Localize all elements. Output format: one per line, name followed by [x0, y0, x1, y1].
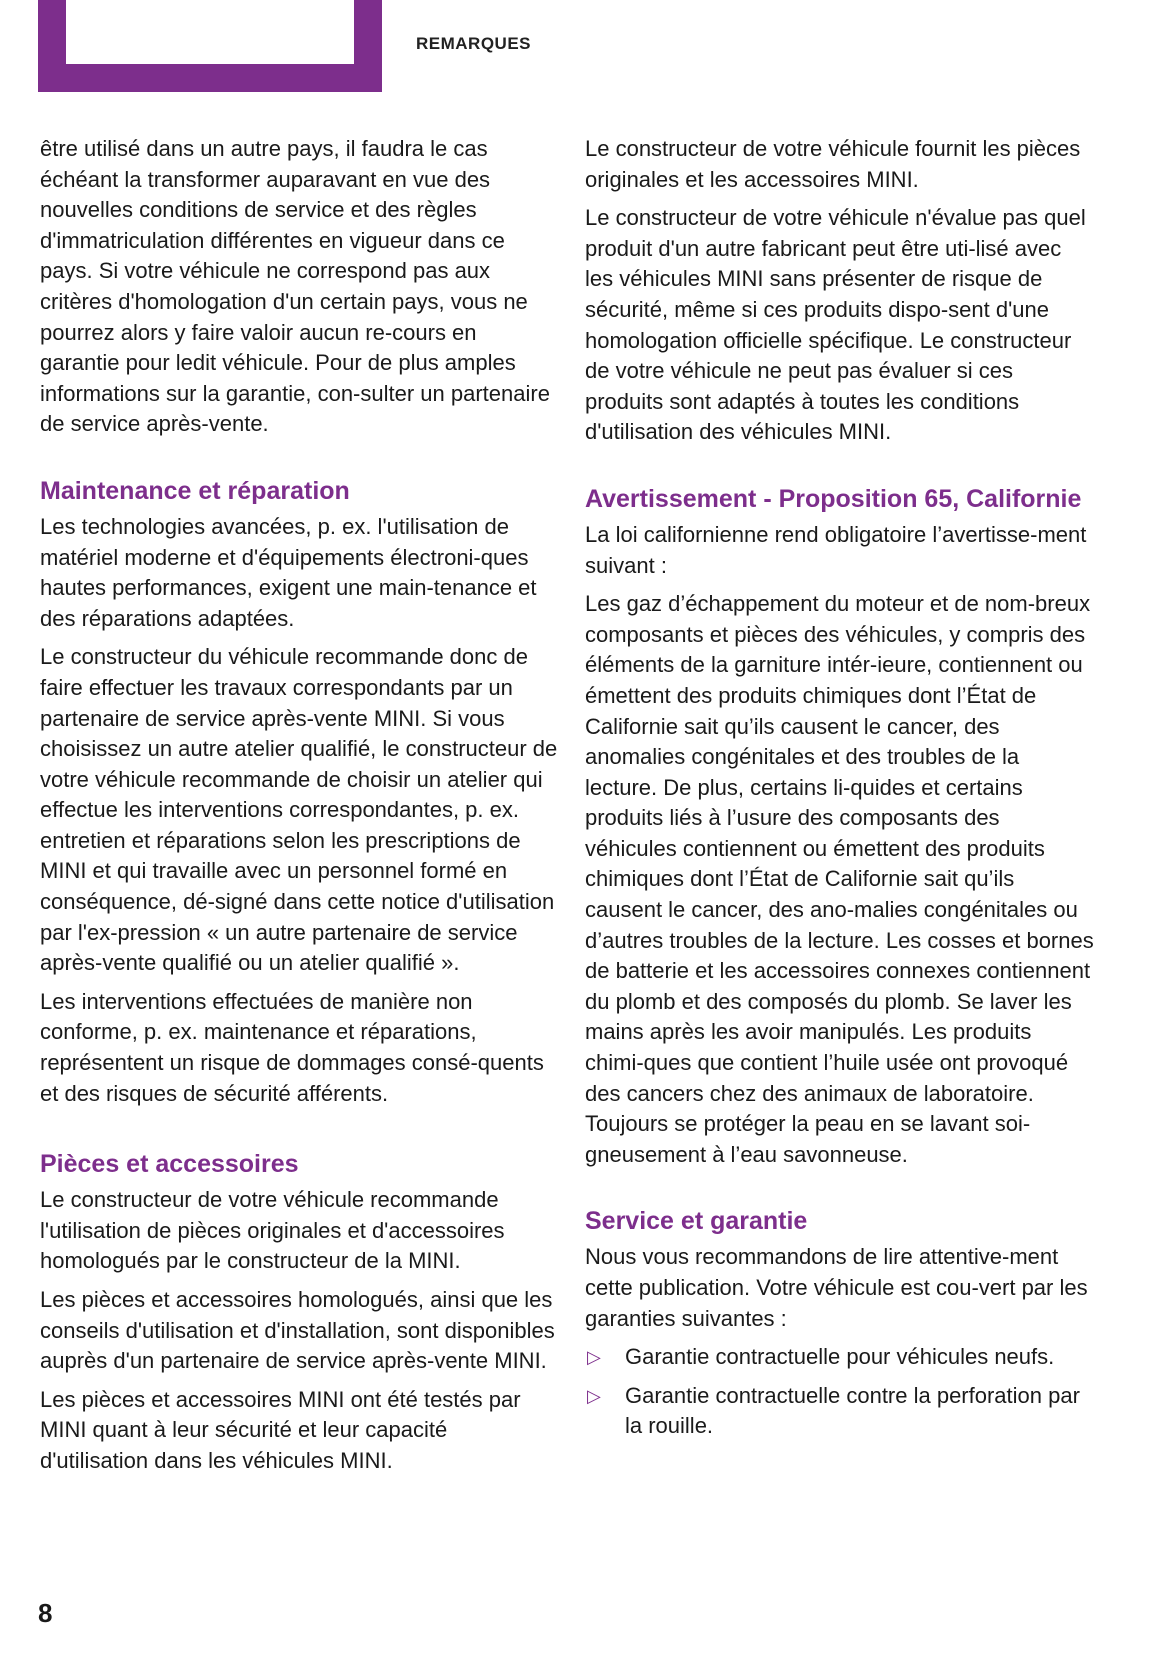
service-heading: Service et garantie: [585, 1207, 808, 1236]
parts-paragraph-2: Les pièces et accessoires homologués, ainsi que les conseils d'utilisation et d'installation, sont disponibles auprès d'un partenaire de service après-vente MINI.: [40, 1287, 555, 1374]
triangle-bullet-icon: ▷: [587, 1385, 601, 1406]
service-paragraph: Nous vous recommandons de lire attentive-ment cette publication. Votre véhicule est cou-vert par les garanties suivantes :: [585, 1244, 1088, 1331]
warning-heading: Avertissement - Proposition 65, Californie: [585, 484, 1082, 513]
warning-paragraph-1: La loi californienne rend obligatoire l’avertisse-ment suivant :: [585, 521, 1087, 578]
parts-paragraph-1: Le constructeur de votre véhicule recommande l'utilisation de pièces originales et d'accessoires homologués par le constructeur de la MINI.: [40, 1187, 505, 1274]
left-column: [40, 134, 560, 1485]
list-item: [585, 1342, 1095, 1373]
header-accent-box-inner: [66, 0, 354, 64]
list-item-text: Garantie contractuelle contre la perforation par la rouille.: [625, 1382, 1080, 1439]
maintenance-paragraph-3: Les interventions effectuées de manière non conforme, p. ex. maintenance et réparations, représentent un risque de dommages consé-quents et des risques de sécurité afférents.: [40, 988, 544, 1106]
right-intro-paragraph-1: Le constructeur de votre véhicule fournit les pièces originales et les accessoires MINI.: [585, 136, 1081, 192]
triangle-bullet-icon: ▷: [587, 1347, 601, 1368]
list-item-text: Garantie contractuelle pour véhicules neufs.: [625, 1344, 1055, 1370]
maintenance-heading: Maintenance et réparation: [40, 476, 350, 505]
warning-paragraph-2: Les gaz d’échappement du moteur et de nom-breux composants et pièces des véhicules, y compris des éléments de la garniture intér-ieure, contiennent ou émettent des produits chimiques dont l’État de Californie sait qu’ils causent le cancer, des anomalies congénitales et des troubles de la lecture. De plus, certains li-quides et certains produits liés à l’usure des composants des véhicules contiennent ou émettent des produits chimiques dont l’État de Californie sait qu’ils causent le cancer, des ano-malies congénitales ou d’autres troubles de la lecture. Les cosses et bornes de batterie et les accessoires connexes contiennent du plomb et des composés du plomb. Se laver les mains après les avoir manipulés. Les produits chimi-ques que contient l’huile usée ont provoqué des cancers chez des animaux de laboratoire. Toujours se protéger la peau en se lavant soi-gneusement à l’eau savonneuse.: [585, 591, 1094, 1167]
right-intro-paragraph-2: Le constructeur de votre véhicule n'évalue pas quel produit d'un autre fabricant peut être uti-lisé avec les véhicules MINI sans présenter de risque de sécurité, même si ces produits dispo-sent d'une homologation officielle spécifique. Le constructeur de votre véhicule ne peut pas évaluer si ces produits sont adaptés à toutes les conditions d'utilisation des véhicules MINI.: [585, 205, 1086, 445]
list-item: [585, 1381, 1095, 1442]
parts-paragraph-3: Les pièces et accessoires MINI ont été testés par MINI quant à leur sécurité et leur capacité d'utilisation dans les véhicules MINI.: [40, 1386, 521, 1473]
maintenance-paragraph-2: Le constructeur du véhicule recommande donc de faire effectuer les travaux correspondants par un partenaire de service après-vente MINI. Si vous choisissez un autre atelier qualifié, le constructeur de votre véhicule recommande de choisir un atelier qui effectue les interventions correspondantes, p. ex. entretien et réparations selon les prescriptions de MINI et qui travaille avec un personnel formé en conséquence, dé-signé dans cette notice d'utilisation par l'ex-pression « un autre partenaire de service après-vente qualifié ou un atelier qualifié ».: [40, 644, 558, 976]
left-intro-paragraph: être utilisé dans un autre pays, il faudra le cas échéant la transformer auparavant en vue des nouvelles conditions de service et des règles d'immatriculation différentes en vigueur dans ce pays. Si votre véhicule ne correspond pas aux critères d'homologation d'un certain pays, vous ne pourrez alors y faire valoir aucun re-cours en garantie pour ledit véhicule. Pour de plus amples informations sur la garantie, con-sulter un partenaire de service après-vente.: [40, 136, 550, 437]
section-header-title: REMARQUES: [416, 34, 532, 53]
right-column: [585, 134, 1095, 1450]
warranty-list: [585, 1342, 1095, 1442]
maintenance-paragraph-1: Les technologies avancées, p. ex. l'utilisation de matériel moderne et d'équipements électroni-ques hautes performances, exigent une main-tenance et des réparations adaptées.: [40, 513, 537, 631]
header-accent-box: [38, 0, 382, 92]
page-number: 8: [38, 1598, 53, 1628]
parts-heading: Pièces et accessoires: [40, 1150, 299, 1179]
